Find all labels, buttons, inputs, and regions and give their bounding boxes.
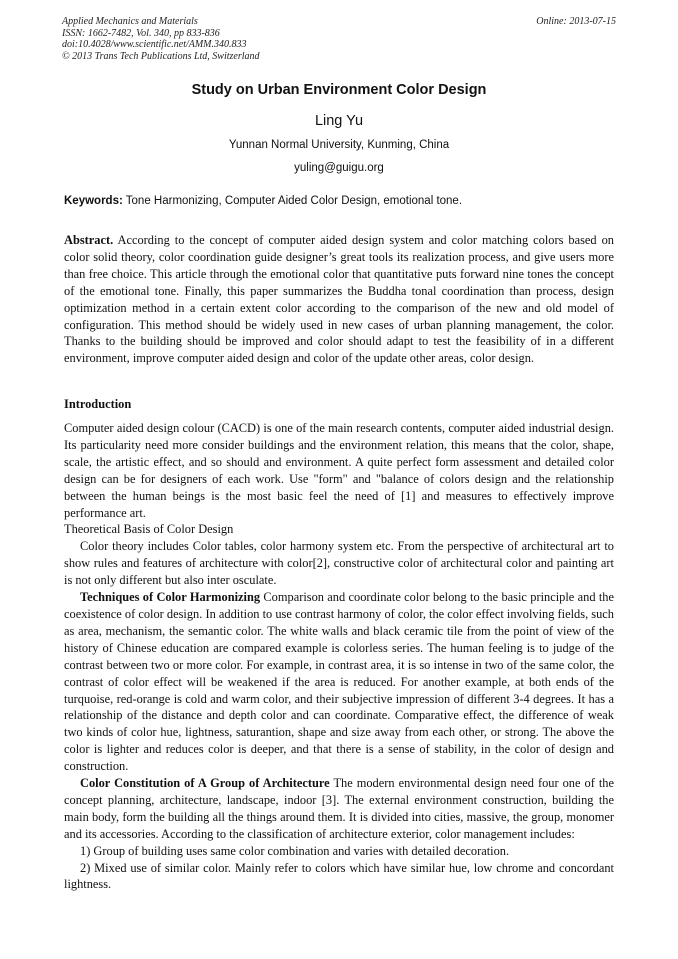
constitution-text: The modern environmental design need four one of the concept planning, architecture, landscape, indoor [3]. The external environment construction, building the main body, form the building all the things around them. It is divided into cities, massive, the group, monomer and its accessories. According to the classification of architecture exterior, color management includes: bbox=[64, 776, 614, 841]
harmonizing-text: Comparison and coordinate color belong to the basic principle and the coexistence of color design. In addition to use contrast harmony of color, the color effect involving fields, such as area, mechanism, the semantic color. The white walls and black ceramic tile from the point of view of the history of Chinese education are compared example is colorless series. The human feeling is to judge of the contrast between two or more color. For example, in contrast area, it is so intense in two of the same color, the contrast of color effect will be weakened if the area is reduced. For another example, at both ends of the turquoise, red-orange is cold and warm color, and their subjective impression of different 3-4 degrees. It has a relationship of the distance and depth color and can coordinate. Comparative effect, the difference of weak two kinds of color hue, lightness, saturantion, shape and size away from each other, or strong. The above the color is lighter and reduces color is deeper, and that there is a sense of stability, in the color of design and construction. bbox=[64, 590, 615, 774]
author-name: Ling Yu bbox=[314, 113, 364, 129]
abstract-label: Abstract. bbox=[64, 233, 114, 247]
theory-subheading: Theoretical Basis of Color Design bbox=[64, 522, 234, 537]
doi-line: doi:10.4028/www.scientific.net/AMM.340.833 bbox=[62, 39, 247, 50]
list-item-2: 2) Mixed use of similar color. Mainly refer to colors which have similar hue, low chrome and concordant lightness. bbox=[64, 860, 614, 892]
constitution-paragraph bbox=[64, 775, 614, 843]
harmonizing-paragraph bbox=[64, 589, 614, 775]
intro-paragraph-1: Computer aided design colour (CACD) is one of the main research contents, computer aided industrial design. Its particularity need more consider buildings and the environment relation, this means that the color, shape, scale, the artistic effect, and so should and environment. A quite perfect form assessment and detailed color design can be for designers of each work. Use "form" and "balance of colors design and the relationship between the human beings is the most basic feel the need of [1] and measures to effectively improve performance art. bbox=[64, 421, 614, 520]
paper-title: Study on Urban Environment Color Design bbox=[191, 82, 487, 98]
main-text bbox=[64, 420, 614, 893]
online-date: Online: 2013-07-15 bbox=[536, 16, 616, 27]
constitution-label: Color Constitution of A Group of Architecture bbox=[80, 776, 330, 791]
keywords-text: Tone Harmonizing, Computer Aided Color Design, emotional tone. bbox=[122, 195, 463, 207]
abstract bbox=[64, 232, 614, 367]
intro-paragraph-2: Color theory includes Color tables, color harmony system etc. From the perspective of architectural art to show rules and features of architecture with color[2], constructive color of architectural color and painting art is not only different but also inter osculate. bbox=[64, 539, 614, 588]
keywords-label: Keywords: bbox=[64, 195, 123, 207]
author-email[interactable]: yuling@guigu.org bbox=[294, 162, 384, 174]
author-affiliation: Yunnan Normal University, Kunming, China bbox=[228, 139, 450, 151]
introduction-heading: Introduction bbox=[64, 397, 132, 411]
journal-header bbox=[62, 16, 260, 62]
harmonizing-label: Techniques of Color Harmonizing bbox=[80, 590, 261, 605]
copyright-line: © 2013 Trans Tech Publications Ltd, Switzerland bbox=[62, 50, 260, 62]
list-item-1: 1) Group of building uses same color combination and varies with detailed decoration. bbox=[80, 843, 510, 858]
issn-line: ISSN: 1662-7482, Vol. 340, pp 833-836 bbox=[62, 27, 220, 39]
journal-name: Applied Mechanics and Materials bbox=[62, 16, 198, 27]
keywords bbox=[64, 195, 616, 207]
abstract-text: According to the concept of computer aided design system and color matching colors based on color solid theory, color coordination guide designer’s great tools its realization process, and give users more than free choice. This article through the emotional color that quantitative puts forward nine tones the concept of the emotional tone. Finally, this paper summarizes the Buddha tonal coordination than process, design optimization method in a certain extent color according to the comparison of the new and old model of configuration. This method should be widely used in new cases of urban planning management, the color. Thanks to the building should be improved and color should adapt to test the feasibility of in a different environment, improve computer aided design and color of the update other areas, color design. bbox=[64, 233, 614, 366]
